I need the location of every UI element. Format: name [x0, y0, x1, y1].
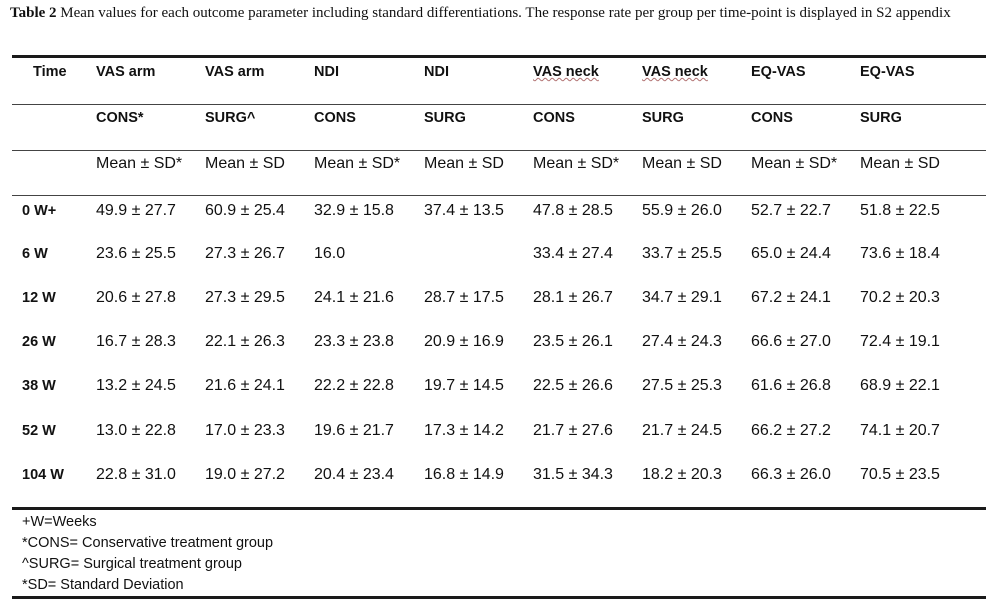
- bottom-rule: [12, 507, 986, 510]
- header-stat: Mean ± SD*: [751, 155, 838, 172]
- header-group: SURG: [424, 110, 466, 126]
- value-cell: 60.9 ± 25.4: [205, 202, 285, 219]
- footnotes: [22, 512, 622, 596]
- time-point: 12 W: [22, 290, 56, 306]
- footnote: *CONS= Conservative treatment group: [22, 535, 274, 551]
- header-stat: Mean ± SD*: [96, 155, 183, 172]
- time-point: 104 W: [22, 467, 64, 483]
- value-cell: 33.4 ± 27.4: [533, 245, 613, 262]
- value-cell: 20.6 ± 27.8: [96, 289, 176, 306]
- value-cell: 47.8 ± 28.5: [533, 202, 613, 219]
- value-cell: 67.2 ± 24.1: [751, 289, 831, 306]
- value-cell: 16.7 ± 28.3: [96, 333, 176, 350]
- footnote: ^SURG= Surgical treatment group: [22, 556, 242, 572]
- value-cell: 23.5 ± 26.1: [533, 333, 613, 350]
- value-cell: 17.0 ± 23.3: [205, 422, 285, 439]
- header-stat: Mean ± SD: [860, 155, 940, 172]
- header-measure: NDI: [424, 64, 449, 80]
- value-cell: 28.1 ± 26.7: [533, 289, 613, 306]
- value-cell: 21.6 ± 24.1: [205, 377, 285, 394]
- time-point: 6 W: [22, 246, 48, 262]
- header-row-stat: [12, 149, 986, 179]
- table-caption: [10, 4, 990, 23]
- table-row: [12, 371, 986, 401]
- value-cell: 22.5 ± 26.6: [533, 377, 613, 394]
- value-cell: 27.3 ± 26.7: [205, 245, 285, 262]
- value-cell: 24.1 ± 21.6: [314, 289, 394, 306]
- footnote: *SD= Standard Deviation: [22, 577, 184, 593]
- table-row: [12, 283, 986, 313]
- divider: [12, 195, 986, 196]
- time-point: 26 W: [22, 334, 56, 350]
- header-measure: EQ-VAS: [751, 64, 806, 80]
- value-cell: 23.3 ± 23.8: [314, 333, 394, 350]
- value-cell: 66.6 ± 27.0: [751, 333, 831, 350]
- header-row-group: [12, 103, 986, 133]
- caption-label: Table 2: [10, 5, 57, 21]
- caption-text: Mean values for each outcome parameter including standard differentiations. The response rate per group per time-point is displayed in S2 appendix: [60, 5, 951, 21]
- time-point: 38 W: [22, 378, 56, 394]
- table-row: [12, 196, 986, 226]
- value-cell: 61.6 ± 26.8: [751, 377, 831, 394]
- value-cell: 52.7 ± 22.7: [751, 202, 831, 219]
- value-cell: 20.4 ± 23.4: [314, 466, 394, 483]
- value-cell: 22.8 ± 31.0: [96, 466, 176, 483]
- footnote: +W=Weeks: [22, 514, 97, 530]
- divider: [12, 150, 986, 151]
- value-cell: 33.7 ± 25.5: [642, 245, 722, 262]
- value-cell: 66.2 ± 27.2: [751, 422, 831, 439]
- value-cell: 19.7 ± 14.5: [424, 377, 504, 394]
- value-cell: 17.3 ± 14.2: [424, 422, 504, 439]
- header-stat: Mean ± SD: [424, 155, 504, 172]
- header-measure: EQ-VAS: [860, 64, 915, 80]
- table-row: [12, 416, 986, 446]
- value-cell: 37.4 ± 13.5: [424, 202, 504, 219]
- time-header: Time: [33, 64, 67, 80]
- value-cell: 31.5 ± 34.3: [533, 466, 613, 483]
- header-measure: VAS arm: [205, 64, 265, 80]
- header-measure: VAS neck: [642, 64, 708, 80]
- header-group: CONS: [314, 110, 356, 126]
- value-cell: 74.1 ± 20.7: [860, 422, 940, 439]
- value-cell: 49.9 ± 27.7: [96, 202, 176, 219]
- value-cell: 20.9 ± 16.9: [424, 333, 504, 350]
- value-cell: 51.8 ± 22.5: [860, 202, 940, 219]
- value-cell: 19.6 ± 21.7: [314, 422, 394, 439]
- header-stat: Mean ± SD*: [533, 155, 620, 172]
- header-group: SURG: [860, 110, 902, 126]
- value-cell: 68.9 ± 22.1: [860, 377, 940, 394]
- value-cell: 13.0 ± 22.8: [96, 422, 176, 439]
- value-cell: 21.7 ± 27.6: [533, 422, 613, 439]
- value-cell: 66.3 ± 26.0: [751, 466, 831, 483]
- divider: [12, 104, 986, 105]
- header-measure: VAS arm: [96, 64, 156, 80]
- time-point: 52 W: [22, 423, 56, 439]
- header-stat: Mean ± SD: [642, 155, 722, 172]
- table-row: [12, 327, 986, 357]
- value-cell: 27.4 ± 24.3: [642, 333, 722, 350]
- value-cell: 34.7 ± 29.1: [642, 289, 722, 306]
- header-stat: Mean ± SD*: [314, 155, 401, 172]
- end-rule: [12, 596, 986, 599]
- value-cell: 73.6 ± 18.4: [860, 245, 940, 262]
- value-cell: 28.7 ± 17.5: [424, 289, 504, 306]
- value-cell: 18.2 ± 20.3: [642, 466, 722, 483]
- value-cell: 70.5 ± 23.5: [860, 466, 940, 483]
- value-cell: 70.2 ± 20.3: [860, 289, 940, 306]
- header-stat: Mean ± SD: [205, 155, 285, 172]
- value-cell: 72.4 ± 19.1: [860, 333, 940, 350]
- header-group: SURG^: [205, 110, 256, 126]
- value-cell: 32.9 ± 15.8: [314, 202, 394, 219]
- table-row: [12, 239, 986, 269]
- time-point: 0 W+: [22, 203, 57, 219]
- value-cell: 27.5 ± 25.3: [642, 377, 722, 394]
- value-cell: 19.0 ± 27.2: [205, 466, 285, 483]
- value-cell: 13.2 ± 24.5: [96, 377, 176, 394]
- table-row: [12, 460, 986, 490]
- header-group: CONS*: [96, 110, 144, 126]
- value-cell: 21.7 ± 24.5: [642, 422, 722, 439]
- header-measure: VAS neck: [533, 64, 599, 80]
- value-cell: 23.6 ± 25.5: [96, 245, 176, 262]
- value-cell: 55.9 ± 26.0: [642, 202, 722, 219]
- value-cell: 65.0 ± 24.4: [751, 245, 831, 262]
- header-group: CONS: [751, 110, 793, 126]
- value-cell: 16.8 ± 14.9: [424, 466, 504, 483]
- header-measure: NDI: [314, 64, 339, 80]
- value-cell: 22.2 ± 22.8: [314, 377, 394, 394]
- header-group: CONS: [533, 110, 575, 126]
- value-cell: 22.1 ± 26.3: [205, 333, 285, 350]
- value-cell: 16.0: [314, 245, 346, 262]
- header-group: SURG: [642, 110, 684, 126]
- header-row-measure: [12, 57, 986, 87]
- value-cell: 27.3 ± 29.5: [205, 289, 285, 306]
